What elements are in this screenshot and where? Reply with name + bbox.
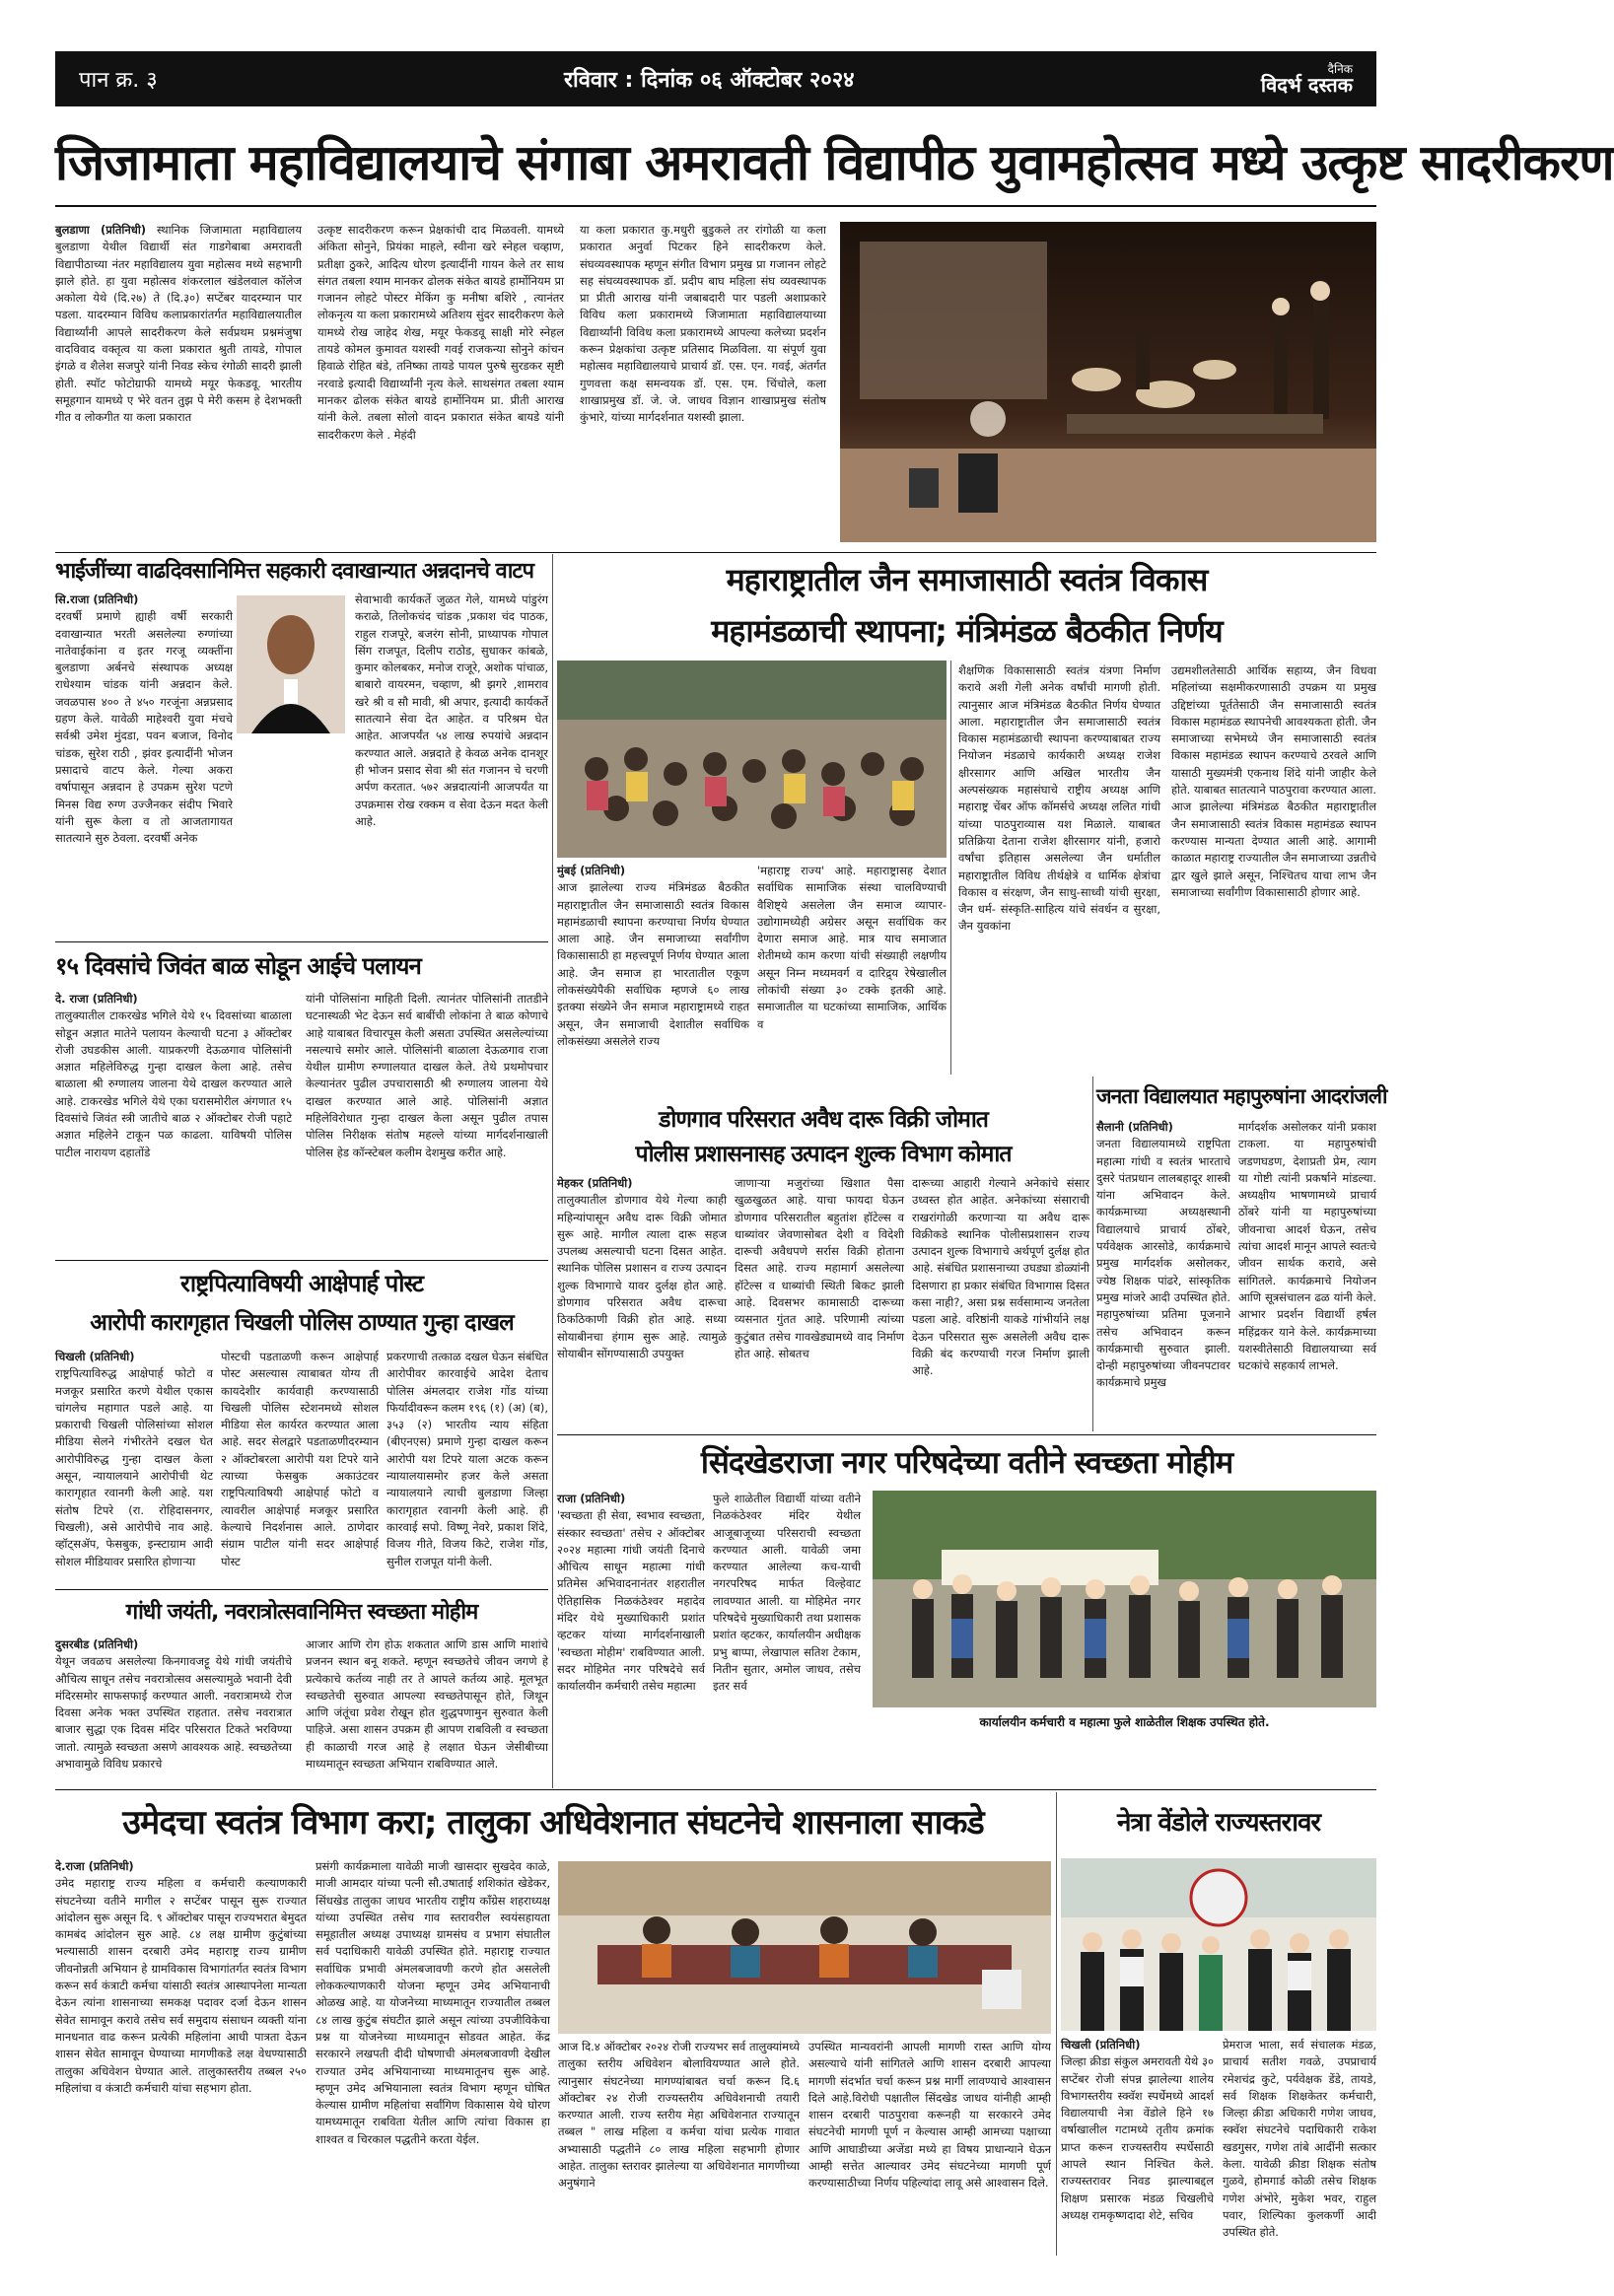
- article-jijamata-col1: [55, 222, 302, 547]
- article-umed-col1: [55, 1858, 307, 2258]
- article-text: येथून जवळच असलेल्या किनगावजट्टू येथे गांधी जयंतीचे औचित्य साधून तसेच नवरात्रोत्सव असल्यामुळे भवानी देवी मंदिरसमोर साफसफाई करण्यात आली. नवरात्रामध्ये रोज दिवसा अनेक भक्त उपस्थित राहतात. तसेच नवरात्रात बाजार सुद्धा एक दिवस मंदिर परिसरात टिकते भरविण्या जातो. त्यामुळे स्वच्छता असणे आवश्यक आहे. स्वच्छतेच्या अभावामुळे विविध प्रकारचे: [55, 1654, 292, 1772]
- cleanliness-photo-caption: कार्यालयीन कर्मचारी व महात्मा फुले शाळेतील शिक्षक उपस्थित होते.: [979, 1715, 1270, 1729]
- article-baby-col1: [55, 991, 292, 1252]
- article-annadan-col1: [55, 591, 233, 932]
- article-text: तालुक्यातील टाकरखेड भगिले येथे १५ दिवसांच्या बाळाला सोडून अज्ञात मातेने पलायन केल्याची घटना ३ ऑक्टोबर रोजी उघडकीस आली. याप्रकरणी देऊळगाव पोलिसांनी अज्ञात महिलेविरुद्ध गुन्हा दाखल केला आहे. तसेच बाळाला श्री रुग्णालय जालना येथे दाखल करण्यात आले आहे. टाकरखेड भगिले येथे एका घरासमोरील अंगणात १५ दिवसांचे जिवंत स्त्री जातीचे बाळ २ ऑक्टोबर रोजी पहाटे अज्ञात महिलेने टाकून पळ काढला. याविषयी पोलिस पाटील नारायण दहातोंडे: [55, 1009, 292, 1159]
- headline-umed: उमेदचा स्वतंत्र विभाग करा; तालुका अधिवेशनात संघटनेचे शासनाला साकडे: [122, 1803, 984, 1843]
- dateline: सैलानी (प्रतिनिधी): [1096, 1120, 1173, 1134]
- newspaper-prefix: दैनिक: [1327, 62, 1353, 76]
- dateline: चिखली (प्रतिनिधी): [55, 1350, 135, 1363]
- dateline: राजा (प्रतिनिधी): [557, 1492, 626, 1505]
- article-text: तालुक्यातील डोणगाव येथे गेल्या काही महिन्यांपासून अवैध दारू विक्री जोमात सुरू आहे. मागील त्याला दारू सहज उपलब्ध असल्याची घटना दिसत आहेत. स्थानिक पोलिस प्रशासन व राज्य उत्पादन शुल्क विभागाचे यावर दुर्लक्ष होत आहे. डोणगाव परिसरात अवैध दारूचा ठिकठिकाणी विक्री होत आहे. सध्या सोयाबीनचा हंगाम सुरू आहे. त्यामुळे सोयाबीन सोंगण्यासाठी उपयुक्त: [557, 1193, 727, 1360]
- page-number: पान क्र. ३: [79, 68, 158, 93]
- dateline: दुसरबीड (प्रतिनिधी): [55, 1637, 139, 1651]
- headline-liquor-1: डोणगाव परिसरात अवैध दारू विक्री जोमात: [659, 1107, 988, 1133]
- article-annadan-col2: सेवाभावी कार्यकर्ते जुळत गेले, यामध्ये पांडुरंग कराळे, तिलोकचंद चांडक ,प्रकाश चंद पाठक, राहुल राजपूरे, बजरंग सोनी, प्राध्यापक गोपाल सिंग राजपूत, दिलीप राठोड, सुधाकर कांबळे, कुमार कोलबकर, मनोज राजूरे, अशोक पांचाळ, बाबारो वायरमन, चव्हाण, श्री झगरे ,शामराव खरे श्री व सौ मावी, श्री अपार, इत्यादी कार्यकर्ते सातत्याने सेवा देत आहेत. व परिश्रम घेत आहेत. आजपर्यंत ५४ लाख रुपयांचे अन्नदान करण्यात आले. अन्नदाते हे केवळ अनेक दानशूर ही भोजन प्रसाद सेवा श्री संत गजानन चे चरणी अर्पण करतात. ५७२ अन्नदात्यांनी आजपर्यंत या उपक्रमास रोख रक्कम व सेवा देऊन मदत केली आहे.: [355, 592, 548, 828]
- article-liquor-col2: जाणाऱ्या मजुरांच्या खिशात पैसा खुळखुळत आहे. याचा फायदा घेऊन डोणगाव परिसरातील बहुतांश हॉटेल्स व धाब्यांवर जेवणासोबत देशी व विदेशी दारूची अवैधपणे सर्रास विक्री होताना दिसत आहे. राज्य महामार्ग असलेल्या हॉटेल्स व धाब्यांची स्थिती बिकट झाली आहे. दिवसभर कामासाठी दारूच्या व्यसनात गुंतत आहे. परिणामी त्यांच्या कुटुंबात तसेच गावखेड्यामध्ये वाद निर्माण होत आहे. सोबतच: [735, 1176, 904, 1360]
- dateline: दे.राजा (प्रतिनिधी): [55, 1859, 134, 1873]
- youth-festival-stage-photo: [840, 222, 1376, 542]
- article-jijamata-col3: या कला प्रकारात कु.मधुरी बुडुकले तर रांगोळी या कला प्रकारात अनुर्वा पिटकर हिने सादरीकरण केले. संघव्यवस्थापक म्हणून संगीत विभाग प्रमुख प्रा गजानन लोहटे सह संघव्यवस्थापक डॉ. प्रदीप बाघ महिला संघ व्यवस्थापक प्रा प्रीती आराख यांनी जबाबदारी पार पडली अशाप्रकारे विविध कला प्रकारामध्ये जिजामाता महाविद्यालयाच्या विद्यार्थ्यांनी विविध कला प्रकारामध्ये आपल्या कलेच्या प्रदर्शन करून प्रेक्षकांचा उत्कृष्ट प्रतिसाद मिळविला. या संपूर्ण युवा महोत्सव महाविद्यालयाचे प्राचार्य डॉ. एस. एन. गवई, अंतर्गत गुणवत्ता कक्ष समन्वयक डॉ. एस. एम. चिंचोले, कला शाखाप्रमुख डॉ. जे. जे. जाधव विज्ञान शाखाप्रमुख संतोष कुंभारे, यांच्या मार्गदर्शनात यशस्वी झाला.: [580, 223, 826, 425]
- headline-sindkhedraja-cleanliness: सिंदखेडराजा नगर परिषदेच्या वतीने स्वच्छता मोहीम: [700, 1445, 1233, 1481]
- article-text: राष्ट्रपित्याविरुद्ध आक्षेपार्ह फोटो व मजकूर प्रसारित करणे येथील एकास चांगलेच महागात पडले आहे. या प्रकाराची चिखली पोलिसांच्या सोशल मीडिया सेलने गंभीरतेने दखल घेत आरोपीविरुद्ध गुन्हा दाखल केला असून, न्यायालयाने आरोपीची थेट कारागृहात रवानगी केली आहे. यश संतोष टिपरे (रा. रोहिदासनगर, चिखली), असे आरोपीचे नाव आहे. व्हॉट्सॲप, फेसबुक, इन्स्टाग्राम आदी सोशल मीडियावर प्रसारित होणाऱ्या: [55, 1366, 213, 1568]
- dateline: दे. राजा (प्रतिनिधी): [55, 992, 138, 1006]
- dateline: मुंबई (प्रतिनिधी): [557, 864, 626, 877]
- headline-post-1: राष्ट्रपित्याविषयी आक्षेपार्ह पोस्ट: [180, 1270, 423, 1297]
- article-post-col2: पोस्टची पडताळणी करून आक्षेपार्ह पोस्ट असल्यास त्याबाबत योग्य ती कायदेशीर कार्यवाही करण्यासाठी चिखली पोलिस स्टेशनमध्ये सोशल मीडिया सेल कार्यरत करण्यात आला आहे. सदर सेलद्वारे पडताळणीदरम्यान २ ऑक्टोबरला आरोपी यश टिपरे याने त्याच्या फेसबुक अकाउंटवर राष्ट्रपित्याविषयी आक्षेपार्ह फोटो व त्यावरील आक्षेपार्ह मजकूर प्रसारित केल्याचे निदर्शनास आले. ठाणेदार संग्राम पाटील यांनी सदर आक्षेपार्ह पोस्ट: [221, 1350, 379, 1568]
- article-sindkhed-col2: फुले शाळेतील विद्यार्थी यांच्या वतीने निळकंठेश्वर मंदिर येथील आजूबाजूच्या परिसराची स्वच्छता करण्यात आली. यावेळी जमा करण्यात आलेल्या कच-याची नगरपरिषद मार्फत विल्हेवाट लावण्यात आली. या मोहिमेत नगर परिषदेचे मुख्याधिकारी तथा प्रशासक प्रशांत व्हटकर, कार्यालयीन अधीक्षक प्रभु बाप्पा, लेखापाल सतिश टेकाम, नितीन सुतार, अमोल जाधव, तसेच इतर सर्व: [713, 1492, 861, 1694]
- article-kingaon-col1: [55, 1636, 292, 1784]
- dateline: चिखली (प्रतिनिधी): [1061, 2038, 1141, 2052]
- issue-date: रविवार : दिनांक ०६ ऑक्टोबर २०२४: [564, 68, 855, 93]
- cabinet-meeting-crowd-photo: [557, 661, 947, 858]
- article-sindkhed-col1: [557, 1491, 705, 1786]
- cleanliness-drive-photo: [873, 1491, 1376, 1707]
- article-jain-col4: उद्यमशीलतेसाठी आर्थिक सहाय्य, जैन विधवा महिलांच्या सक्षमीकरणासाठी उपक्रम या प्रमुख उद्दिष्टांच्या पूर्ततेसाठी जैन समाजासाठी स्वतंत्र विकास महामंडळ स्थापनेची आवश्यकता होती. जैन समाजाच्या सभेमध्ये जैन समाजासाठी स्वतंत्र विकास महामंडळ स्थापन करण्याचे ठरवले आणि यासाठी मुख्यमंत्री एकनाथ शिंदे यांनी जाहीर केले होते. याबाबत सातत्याने पाठपुरावा करण्यात आला. आज झालेल्या मंत्रिमंडळ बैठकीत महाराष्ट्रातील जैन समाजासाठी स्वतंत्र विकास महामंडळ स्थापन करण्यास मान्यता देण्यात आली आहे. आगामी काळात महाराष्ट्र राज्यातील जैन समाजाच्या उन्नतीचे द्वार खुले झाले असून, निश्चितच याचा लाभ जैन समाजाच्या सर्वांगीण विकासासाठी होणार आहे.: [1171, 663, 1376, 899]
- dateline: सि.राजा (प्रतिनिधी): [55, 592, 139, 606]
- article-text: जिल्हा क्रीडा संकुल अमरावती येथे ३० सप्टेंबर रोजी संपन्न झालेल्या शालेय विभागस्तरीय स्क्वॅश स्पर्धेमध्ये आदर्श विद्यालयाची नेत्रा वेंडोले हिने १७ वर्षाखालील गटामध्ये तृतीय क्रमांक प्राप्त करून राज्यस्तरीय स्पर्धेसाठी आपले स्थान निश्चित केले. राज्यस्तरावर निवड झाल्याबद्दल शिक्षण प्रसारक मंडळ चिखलीचे अध्यक्ष रामकृष्णदादा शेटे, सचिव: [1061, 2054, 1214, 2222]
- dateline: मेहकर (प्रतिनिधी): [557, 1176, 633, 1190]
- headline-jijamata: जिजामाता महाविद्यालयाचे संगाबा अमरावती विद्यापीठ युवामहोत्सव मध्ये उत्कृष्ट सादरीकरण: [55, 118, 1376, 207]
- article-text: जनता विद्यालयामध्ये राष्ट्रपिता महात्मा गांधी व स्वतंत्र भारताचे दुसरे पंतप्रधान लालबहादूर शास्त्री यांना अभिवादन केले. कार्यक्रमाच्या अध्यक्षस्थानी विद्यालयाचे प्राचार्य ठोंबरे, पर्यवेक्षक आरसोडे, कार्यक्रमाचे प्रमुख मार्गदर्शक असोलकर, ज्येष्ठ शिक्षक पांढरे, सांस्कृतिक प्रमुख मांजरे आदी उपस्थित होते. महापुरुषांच्या प्रतिमा पूजनाने तसेच अभिवादन करून कार्यक्रमाची सुरुवात झाली. दोन्ही महापुरुषांच्या जीवनपटावर कार्यक्रमाचे प्रमुख: [1096, 1137, 1230, 1390]
- netra-award-photo: [1061, 1858, 1376, 2031]
- newspaper-name: [1261, 63, 1353, 95]
- article-jain-col2: 'महाराष्ट्र राज्य' आहे. महाराष्ट्रासह देशात सर्वाधिक सामाजिक संस्था चालविण्याची वैशिष्ट्ये असलेला जैन समाज व्यापार-उद्योगामध्येही अग्रेसर असून सर्वाधिक कर देणारा समाज आहे. मात्र याच समाजात शेतीमध्ये काम करणा यांची संख्याही लक्षणीय असून निम्न मध्यमवर्ग व दारिद्र्य रेषेखालील लोकांची संख्या ३० टक्के इतकी आहे. समाजातील या घटकांच्या सामाजिक, आर्थिक व: [757, 864, 947, 1031]
- headline-cleanliness-kingaon: गांधी जयंती, नवरात्रोत्सवानिमित्त स्वच्छता मोहीम: [125, 1600, 478, 1625]
- article-jain-col1: [557, 863, 749, 1099]
- article-umed-col2: प्रसंगी कार्यक्रमाला यावेळी माजी खासदार सुखदेव काळे, माजी आमदार यांच्या पत्नी सौ.उषाताई शशिकांत खेडेकर, सिंधखेड तालुका जाधव भारतीय राष्ट्रीय काँग्रेस शहराध्यक्ष यांच्या उपस्थित तसेच गाव स्तरावरील स्वयंसहायता समूहातील अध्यक्ष उपाध्यक्ष ग्रामसंघ व प्रभाग संघातील सर्व पदाधिकारी यावेळी उपस्थित होते. महाराष्ट्र राज्यात सर्वाधिक प्रभावी अंमलबजावणी करणे होत असलेली लोककल्याणकारी योजना म्हणून उमेद अभियानाची ओळख आहे. या योजनेच्या माध्यमातून राज्यातील तब्बल ८४ लाख कुटुंब संघटीत झाले असून त्यांच्या उपजीविकेचा प्रश्न या योजनेच्या माध्यमातून सोडवत आहेत. केंद्र सरकारने लखपती दीदी घोषणाची अंमलबजावणी देखील राज्यात उमेद अभियानाच्या माध्यमातूनच सुरू आहे. म्हणून उमेद अभियानाला स्वतंत्र विभाग म्हणून घोषित केल्यास ग्रामीण महिलांचा सर्वांगिण विकासास येथे घोरण यामध्यमातून राबविता येतील आणि त्यांचा विकास हा शाश्वत व चिरकाल पद्धतीने करता येईल.: [316, 1859, 550, 2146]
- article-liquor-col1: [557, 1175, 727, 1426]
- headline-annadan: भाईजींच्या वाढदिवसानिमित्त सहकारी दवाखान्यात अन्नदानचे वाटप: [55, 559, 533, 584]
- headline-jain-2: महामंडळाची स्थापना; मंत्रिमंडळ बैठकीत निर्णय: [711, 612, 1223, 650]
- article-umed-col4: उपस्थित मान्यवरांनी आपली मागणी रास्त आणि योग्य असल्याचे यांनी सांगितले आणि शासन दरबारी आपल्या मागणी संदर्भात चर्चा करून प्रश्न मार्गी लावण्याचे आश्वासन दिले आहे.विरोधी पक्षातील सिंदखेड जाधव यांनीही आम्ही शासन दरबारी पाठपुरावा करूनही या सरकारने उमेद संघटनेची मागणी पूर्ण न केल्यास आम्ही आमच्या पक्षाच्या आणि आघाडीच्या अजेंडा मध्ये हा विषय प्राधान्याने घेऊन आम्ही सत्तेत आल्यावर उमेद संघटनेच्या मागणी पूर्ण करण्यासाठीच्या निर्णय पहिल्यांदा लावू असे आश्वासन दिले.: [808, 2040, 1051, 2191]
- article-text: दरवर्षी प्रमाणे ह्याही वर्षी सरकारी दवाखान्यात भरती असलेल्या रुग्णांच्या नातेवाईकांना व इतर गरजू व्यक्तींना बुलडाणा अर्बनचे संस्थापक अध्यक्ष राधेश्याम चांडक यांनी अन्नदान केले. जवळपास ४०० ते ४५० गरजूंना अन्नप्रसाद ग्रहण केले. यावेळी माहेश्वरी युवा मंचचे सर्वश्री उमेश मुंदडा, पवन बजाज, विनोद चांडक, सुरेश राठी , झंवर इत्यादींनी भोजन प्रसादाचे वाटप केले. गेल्या अकरा वर्षापासून अन्नदान हे उपक्रम सुरेश पटणे मिनस विद्य रुग्ण उज्जैनकर संदीप भिवारे यांनी सुरू केला व तो आजतागायत सातत्याने सुरु ठेवला. दरवर्षी अनेक: [55, 609, 233, 846]
- headline-jain-1: महाराष्ट्रातील जैन समाजासाठी स्वतंत्र विकास: [726, 561, 1208, 598]
- article-text: स्थानिक जिजामाता महाविद्यालय बुलडाणा येथील विद्यार्थी संत गाडगेबाबा अमरावती विद्यापीठाच्या नंतर महाविद्यालय युवा महोत्सव मध्ये सहभागी झाले होते. हा युवा महोत्सव शंकरलाल खंडेलवाल कॉलेज अकोला येथे (दि.२७) ते (दि.३०) सप्टेंबर यादरम्यान पार पडला. यादरम्यान विविध कलाप्रकारांतर्गत महाविद्यालयातील विद्यार्थ्यांनी आपले सादरीकरण केले सर्वप्रथम प्रश्नमंजुषा वादविवाद वक्तृत्व या कला प्रकारात श्रुती तायडे, गोपाल इंगळे व शैलेश सजपुरे यांनी निवड स्केच रंगोळी सादरी झाली होती. स्पॉट फोटोग्राफी यामध्ये मयूर फेकडवू. भारतीय समूहगान यामध्ये ए भेरे वतन तुझ पे मेरी कसम हे देशभक्ती गीत व लोकगीत या कला प्रकारात: [55, 223, 303, 425]
- article-jain-col3: शैक्षणिक विकासासाठी स्वतंत्र यंत्रणा निर्माण करावे अशी गेली अनेक वर्षांची मागणी होती. त्यानुसार आज मंत्रिमंडळ बैठकीत निर्णय घेण्यात आला. महाराष्ट्रातील जैन समाजासाठी स्वतंत्र विकास महामंडळाची स्थापना करण्याबाबत राज्य नियोजन मंडळाचे कार्यकारी अध्यक्ष राजेश क्षीरसागर आणि अखिल भारतीय जैन अल्पसंख्यक महासंघाचे राष्ट्रीय अध्यक्ष आणि महाराष्ट्र चेंबर ऑफ कॉमर्सचे अध्यक्ष ललित गांधी यांच्या पाठपुराव्यास यश मिळाले. याबाबत प्रतिक्रिया देताना राजेश क्षीरसागर यांनी, हजारो वर्षांचा इतिहास असलेल्या जैन धर्मातील महाराष्ट्रातील विविध तीर्थक्षेत्रे व धार्मिक क्षेत्रांचा विकास व संरक्षण, जैन साधु-साध्वी यांची सुरक्षा, जैन धर्म- संस्कृति-साहित्य यांचे संवर्धन व सुरक्षा, जैन युवकांना: [958, 663, 1160, 934]
- article-jijamata-col2: उत्कृष्ट सादरीकरण करून प्रेक्षकांची दाद मिळवली. यामध्ये अंकिता सोनुने, प्रियंका माहले, स्वीना खरे स्नेहल चव्हाण, प्रतीक्षा ठुकरे, आदित्य धोरण इत्यादींनी गायन केले तर साथ संगत तबला श्याम मानकर ढोलक संकेत बायडे हार्मोनियम प्रा गजानन लोहटे पोस्टर मेकिंग कु मनीषा बशिरे , त्यानंतर लोकनृत्य या कला प्रकारामध्ये अतिशय सुंदर सादरीकरण केले यामध्ये रोख जाहेद शेख, मयूर फेकडवू साक्षी मोरे स्नेहल तायडे कोमल कुमावत यशस्वी गवई राजकन्या सोनुने कांचन हिवाळे रोहित बंडे, तनिष्का तायडे पायल पुरुषे सुरडकर सृष्टी नरवाडे इत्यादी विद्यार्थ्यांनी नृत्य केले. साथसंगत तबला श्याम मानकर ढोलक संकेत बायडे हार्मोनियम प्रा. प्रीती आराख यांनी केले. तबला सोलो वादन प्रकारात संकेत बायडे यांनी सादरीकरण केले . मेहंदी: [317, 223, 564, 442]
- umed-convention-photo: [558, 1861, 1051, 2034]
- article-tribute-col2: मार्गदर्शक असोलकर यांनी प्रकाश टाकला. या महापुरुषांची जडणघडण, देशाप्रती प्रेम, त्याग या गोष्टी त्यांनी प्रकर्षाने मांडल्या. अध्यक्षीय भाषणामध्ये प्राचार्य ठोंबरे यांनी या महापुरुषांच्या जीवनाचा आदर्श घेऊन, तसेच त्यांचा आदर्श मानून आपले स्वतःचे जीवन सार्थक करावे, असे सांगितले. कार्यक्रमाचे नियोजन आणि सूत्रसंचालन ढळ यांनी केले. आभार प्रदर्शन विद्यार्थी हर्षल महिंद्रकर याने केले. कार्यक्रमाच्या यशस्वीतेसाठी विद्यालयाच्या सर्व घटकांचे सहकार्य लाभले.: [1238, 1120, 1376, 1373]
- dateline: बुलडाणा (प्रतिनिधी): [55, 223, 147, 237]
- article-text: आज झालेल्या राज्य मंत्रिमंडळ बैठकीत महाराष्ट्रातील जैन समाजासाठी स्वतंत्र विकास महामंडळाची स्थापना करण्याचा निर्णय घेण्यात आला आहे. जैन समाजाच्या सर्वांगीण विकासासाठी हा महत्त्वपूर्ण निर्णय घेण्यात आला आहे. जैन समाज हा भारतातील एकूण लोकसंख्येपैकी सर्वाधिक म्हणजे ६० लाख इतक्या संख्येने जैन समाज महाराष्ट्रामध्ये राहत असून, जैन समाजाची देशातील सर्वाधिक लोकसंख्या असलेले राज्य: [557, 880, 749, 1048]
- article-baby-col2: यांनी पोलिसांना माहिती दिली. त्यानंतर पोलिसांनी तातडीने घटनास्थळी भेट देऊन सर्व बाबींची लोकांना ते बाळ कोणाचे आहे याबाबत विचारपूस केली असता उपस्थित असलेल्यांच्या नसल्याचे समोर आले. पोलिसांनी बाळाला देऊळगाव राजा येथील ग्रामीण रुग्णालयात दाखल केले. तेथे प्रथमोपचार केल्यानंतर पुढील उपचारासाठी श्री रुग्णालय जालना येथे दाखल करण्यात आले आहे. पोलिसांनी अज्ञात महिलेविरोधात गुन्हा दाखल केला असून पुढील तपास पोलिस निरीक्षक संतोष महल्ले यांच्या मार्गदर्शनाखाली पोलिस हेड कॉन्स्टेबल कलीम देशमुख करीत आहे.: [306, 992, 548, 1159]
- headline-post-2: आरोपी कारागृहात चिखली पोलिस ठाण्यात गुन्हा दाखल: [90, 1310, 514, 1336]
- headline-netra: नेत्रा वेंडोले राज्यस्तरावर: [1116, 1808, 1321, 1838]
- article-text: उमेद महाराष्ट्र राज्य महिला व कर्मचारी कल्याणकारी संघटनेच्या वतीने मागील २ सप्टेंबर पासून सुरू राज्यात आंदोलन सुरू असून दि. ९ ऑक्टोबर पासून राज्यभरात बेमुदत कामबंद आंदोलन सुरु आहे. ८४ लक्ष ग्रामीण कुटुंबांच्या भल्यासाठी शासन दरबारी उमेद महाराष्ट्र राज्य ग्रामीण जीवनोन्नती अभियान हे ग्रामविकास विभागांतर्गत स्वतंत्र विभाग करून सर्व कंत्राटी कर्मचा यांसाठी स्वतंत्र आस्थापनेला मान्यता देऊन त्यांना शासनाच्या समकक्ष पदावर दर्जा देऊन शासन सेवेत सामावून करावे तसेच सर्व समुदाय संसाधन व्यक्ती यांना मानधनात वाढ करून प्रत्येकी महिलांना आधी पात्रता देऊन शासन सेवेत सामावून घेण्याच्या मागणीकडे लक्ष वेधण्यासाठी तालुका अधिवेशन घेण्यात आले. तालुकास्तरीय तब्बल २५० महिलांचा व कंत्राटी कर्मचारी यांचा सहभाग होता.: [55, 1876, 307, 2095]
- headline-liquor-2: पोलीस प्रशासनासह उत्पादन शुल्क विभाग कोमात: [635, 1142, 1012, 1167]
- article-text: 'स्वच्छता ही सेवा, स्वभाव स्वच्छता, संस्कार स्वच्छता' तसेच २ ऑक्टोबर २०२४ महात्मा गांधी जयंती दिनाचे औचित्य साधून महात्मा गांधी प्रतिमेस अभिवादनानंतर शहरातील ऐतिहासिक निळकंठेश्वर महादेव मंदिर येथे मुख्याधिकारी प्रशांत व्हटकर यांच्या मार्गदर्शनाखाली 'स्वच्छता मोहीम' राबविण्यात आली. सदर मोहिमेत नगर परिषदेचे सर्व कार्यालयीन कर्मचारी तसेच महात्मा: [557, 1508, 705, 1694]
- chairman-portrait-photo: [237, 595, 345, 733]
- article-tribute-col1: [1096, 1119, 1230, 1429]
- article-netra-col1: [1061, 2037, 1214, 2259]
- page-header-bar: [55, 51, 1376, 106]
- article-netra-col2: प्रेमराज भाला, सर्व संचालक मंडळ, प्राचार्य सतीश गवळे, उपप्राचार्य रमेशचंद्र कुटे, पर्यवेक्षक डेंडे, तायडे, सर्व शिक्षक शिक्षकेतर कर्मचारी, जिल्हा क्रीडा अधिकारी गणेश जाधव, स्क्वॅश संघटनेचे पदाधिकारी राकेश खडगुसर, गणेश तांबे आदींनी सत्कार केला. यावेळी क्रीडा शिक्षक संतोष गुळवे, होमगार्ड कोळी तसेच शिक्षक गणेश अंभोरे, मुकेश भवर, राहुल पवार, शिल्पिका कुलकर्णी आदी उपस्थित होते.: [1223, 2038, 1376, 2240]
- article-liquor-col3: दारूच्या आहारी गेल्याने अनेकांचे संसार उध्वस्त होत आहेत. अनेकांच्या संसाराची राखरांगोळी करणाऱ्या या अवैध दारू विक्रीकडे स्थानिक पोलीसप्रशासन राज्य उत्पादन शुल्क विभागाचे अर्थपूर्ण दुर्लक्ष होत आहे. संबंधित प्रशासनाच्या उघड्या डोळ्यांनी दिसणारा हा प्रकार संबंधित विभागास दिसत कसा नाही?, असा प्रश्न सर्वसामान्य जनतेला पडला आहे. वरिष्ठांनी याकडे गांभीर्याने लक्ष देऊन परिसरात सुरू असलेली अवैध दारू विक्री बंद करण्याची गरज निर्माण झाली आहे.: [912, 1176, 1089, 1378]
- headline-tribute: जनता विद्यालयात महापुरुषांना आदरांजली: [1096, 1084, 1387, 1108]
- article-post-col3: प्रकरणाची तत्काळ दखल घेऊन संबंधित आरोपीवर कारवाईचे आदेश देताच पोलिस अंमलदार राजेश गोंड यांच्या फिर्यादीवरून कलम १९६ (१) (अ) (ब), ३५३ (२) भारतीय न्याय संहिता (बीएनएस) प्रमाणे गुन्हा दाखल करून आरोपी यश टिपरे याला अटक करून न्यायालयासमोर हजर केले असता न्यायालयाने त्याची बुलडाणा जिल्हा कारागृहात रवानगी केली आहे. ही कारवाई सपो. विष्णू नेवरे, प्रकाश शिंदे, विजय गीते, विजय किटे, राजेश गोंड, सुनील राजपूत यांनी केली.: [386, 1350, 548, 1568]
- article-kingaon-col2: आजार आणि रोग होऊ शकतात आणि डास आणि माशांचे प्रजनन स्थान बनू शकते. म्हणून स्वच्छतेचे जीवन जगणे हे प्रत्येकाचे कर्तव्य नाही तर ते आपले कर्तव्य आहे. मूलभूत स्वच्छतेची सुरुवात आपल्या स्वच्छतेपासून होते, जिथून आणि जंतूंचा प्रवेश रोखून होत शुद्धपणामुन सुरुवात केली पाहिजे. असा शासन उपक्रम ही आपण राबविली व स्वच्छता ही काळाची गरज आहे हे लक्षात घेऊन जेसीबीच्या माध्यमातून स्वच्छता अभियान राबविण्यात आले.: [306, 1637, 548, 1772]
- headline-baby-abandoned: १५ दिवसांचे जिवंत बाळ सोडून आईचे पलायन: [55, 952, 421, 980]
- newspaper-title: विदर्भ दस्तक: [1260, 73, 1353, 97]
- article-post-col1: [55, 1349, 213, 1585]
- article-umed-col3: आज दि.४ ऑक्टोबर २०२४ रोजी राज्यभर सर्व तालुक्यांमध्ये तालुका स्तरीय अधिवेशन बोलावियण्यात आले होते. त्यानुसार संघटनेच्या मागण्यांबाबत चर्चा करून दि.६ ऑक्टोबर २४ रोजी राज्यस्तरीय अधिवेशनाची तयारी करण्यात आली. राज्य स्तरीय मेहा अधिवेशनात राज्यातून तब्बल " लाख महिला व कर्मचा यांचा प्रत्येक गावात अभ्यासाठी पद्धतीने ८० लाख महिला सहभागी होणार आहेत. तालुका स्तरावर झालेल्या या अधिवेशनात मागणीच्या अनुषंगाने: [558, 2040, 800, 2191]
